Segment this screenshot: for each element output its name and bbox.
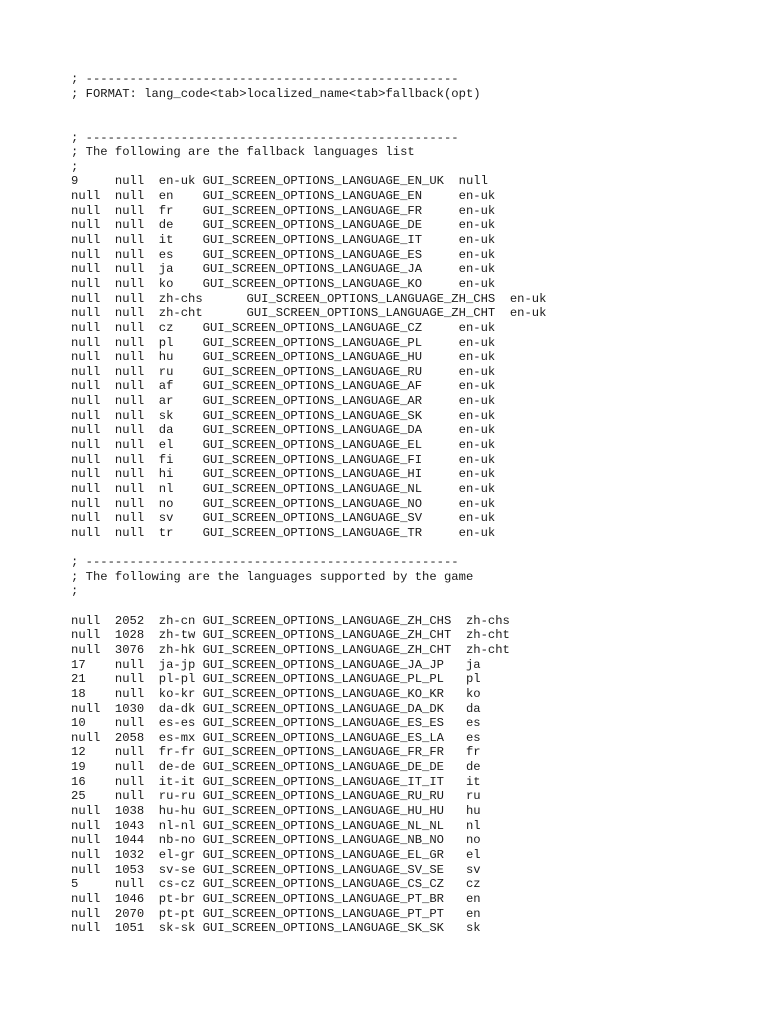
blank-line <box>71 116 751 131</box>
fallback-row: null null fr GUI_SCREEN_OPTIONS_LANGUAGE_FR en-uk <box>71 203 496 218</box>
supported-language-row: 16 null it-it GUI_SCREEN_OPTIONS_LANGUAGE_IT_IT it <box>71 774 481 789</box>
supported-language-row: 25 null ru-ru GUI_SCREEN_OPTIONS_LANGUAGE_RU_RU ru <box>71 789 481 804</box>
supported-language-row: null 3076 zh-hk GUI_SCREEN_OPTIONS_LANGUAGE_ZH_CHT zh-cht <box>71 642 510 657</box>
supported-language-row: null 1038 hu-hu GUI_SCREEN_OPTIONS_LANGUAGE_HU_HU hu <box>71 804 481 819</box>
fallback-row: null null fi GUI_SCREEN_OPTIONS_LANGUAGE_FI en-uk <box>71 452 496 467</box>
fallback-row: null null es GUI_SCREEN_OPTIONS_LANGUAGE_ES en-uk <box>71 247 496 262</box>
fallback-row: null null zh-chs GUI_SCREEN_OPTIONS_LANGUAGE_ZH_CHS en-uk <box>71 291 547 306</box>
fallback-separator: ; --------------------------------------------------- <box>71 130 459 145</box>
supported-language-row: null 1030 da-dk GUI_SCREEN_OPTIONS_LANGUAGE_DA_DK da <box>71 701 481 716</box>
fallback-heading-comment: ; The following are the fallback languages list <box>71 145 415 160</box>
fallback-row: null null sk GUI_SCREEN_OPTIONS_LANGUAGE_SK en-uk <box>71 408 496 423</box>
fallback-row: 9 null en-uk GUI_SCREEN_OPTIONS_LANGUAGE_EN_UK null <box>71 174 488 189</box>
fallback-row: null null cz GUI_SCREEN_OPTIONS_LANGUAGE_CZ en-uk <box>71 320 496 335</box>
comment-marker: ; <box>71 584 79 599</box>
supported-heading-comment: ; The following are the languages supported by the game <box>71 569 474 584</box>
fallback-row: null null da GUI_SCREEN_OPTIONS_LANGUAGE_DA en-uk <box>71 423 496 438</box>
supported-language-row: null 1046 pt-br GUI_SCREEN_OPTIONS_LANGUAGE_PT_BR en <box>71 891 481 906</box>
comment-marker: ; <box>71 159 79 174</box>
supported-language-row: null 2070 pt-pt GUI_SCREEN_OPTIONS_LANGUAGE_PT_PT en <box>71 906 481 921</box>
fallback-row: null null it GUI_SCREEN_OPTIONS_LANGUAGE_IT en-uk <box>71 233 496 248</box>
supported-separator: ; --------------------------------------------------- <box>71 555 459 570</box>
supported-language-row: null 2058 es-mx GUI_SCREEN_OPTIONS_LANGUAGE_ES_LA es <box>71 730 481 745</box>
supported-language-row: 21 null pl-pl GUI_SCREEN_OPTIONS_LANGUAGE_PL_PL pl <box>71 672 481 687</box>
supported-language-row: 10 null es-es GUI_SCREEN_OPTIONS_LANGUAGE_ES_ES es <box>71 716 481 731</box>
fallback-row: null null hu GUI_SCREEN_OPTIONS_LANGUAGE_HU en-uk <box>71 350 496 365</box>
supported-language-row: null 1051 sk-sk GUI_SCREEN_OPTIONS_LANGUAGE_SK_SK sk <box>71 921 481 936</box>
fallback-row: null null sv GUI_SCREEN_OPTIONS_LANGUAGE_SV en-uk <box>71 511 496 526</box>
supported-language-row: 17 null ja-jp GUI_SCREEN_OPTIONS_LANGUAGE_JA_JP ja <box>71 657 481 672</box>
fallback-row: null null ru GUI_SCREEN_OPTIONS_LANGUAGE_RU en-uk <box>71 364 496 379</box>
supported-language-row: null 2052 zh-cn GUI_SCREEN_OPTIONS_LANGUAGE_ZH_CHS zh-chs <box>71 613 510 628</box>
supported-language-row: null 1043 nl-nl GUI_SCREEN_OPTIONS_LANGUAGE_NL_NL nl <box>71 818 481 833</box>
supported-language-row: null 1044 nb-no GUI_SCREEN_OPTIONS_LANGUAGE_NB_NO no <box>71 833 481 848</box>
fallback-row: null null tr GUI_SCREEN_OPTIONS_LANGUAGE_TR en-uk <box>71 525 496 540</box>
fallback-row: null null ja GUI_SCREEN_OPTIONS_LANGUAGE_JA en-uk <box>71 262 496 277</box>
fallback-row: null null zh-cht GUI_SCREEN_OPTIONS_LANGUAGE_ZH_CHT en-uk <box>71 306 547 321</box>
supported-language-row: 18 null ko-kr GUI_SCREEN_OPTIONS_LANGUAGE_KO_KR ko <box>71 686 481 701</box>
fallback-row: null null no GUI_SCREEN_OPTIONS_LANGUAGE_NO en-uk <box>71 496 496 511</box>
supported-language-row: 12 null fr-fr GUI_SCREEN_OPTIONS_LANGUAGE_FR_FR fr <box>71 745 481 760</box>
blank-line <box>71 541 751 556</box>
supported-language-row: 19 null de-de GUI_SCREEN_OPTIONS_LANGUAGE_DE_DE de <box>71 760 481 775</box>
fallback-row: null null af GUI_SCREEN_OPTIONS_LANGUAGE_AF en-uk <box>71 379 496 394</box>
supported-language-row: null 1053 sv-se GUI_SCREEN_OPTIONS_LANGUAGE_SV_SE sv <box>71 862 481 877</box>
blank-line <box>71 599 751 614</box>
fallback-row: null null nl GUI_SCREEN_OPTIONS_LANGUAGE_NL en-uk <box>71 481 496 496</box>
fallback-row: null null en GUI_SCREEN_OPTIONS_LANGUAGE_EN en-uk <box>71 189 496 204</box>
supported-language-row: null 1032 el-gr GUI_SCREEN_OPTIONS_LANGUAGE_EL_GR el <box>71 847 481 862</box>
fallback-row: null null ko GUI_SCREEN_OPTIONS_LANGUAGE_KO en-uk <box>71 276 496 291</box>
format-separator: ; --------------------------------------------------- <box>71 72 459 86</box>
format-comment: ; FORMAT: lang_code<tab>localized_name<tab>fallback(opt) <box>71 86 481 101</box>
document-body <box>71 72 751 936</box>
blank-line <box>71 101 751 116</box>
fallback-row: null null el GUI_SCREEN_OPTIONS_LANGUAGE_EL en-uk <box>71 438 496 453</box>
fallback-row: null null hi GUI_SCREEN_OPTIONS_LANGUAGE_HI en-uk <box>71 467 496 482</box>
supported-language-row: null 1028 zh-tw GUI_SCREEN_OPTIONS_LANGUAGE_ZH_CHT zh-cht <box>71 628 510 643</box>
fallback-row: null null pl GUI_SCREEN_OPTIONS_LANGUAGE_PL en-uk <box>71 335 496 350</box>
supported-language-row: 5 null cs-cz GUI_SCREEN_OPTIONS_LANGUAGE_CS_CZ cz <box>71 877 481 892</box>
fallback-row: null null de GUI_SCREEN_OPTIONS_LANGUAGE_DE en-uk <box>71 218 496 233</box>
fallback-row: null null ar GUI_SCREEN_OPTIONS_LANGUAGE_AR en-uk <box>71 394 496 409</box>
